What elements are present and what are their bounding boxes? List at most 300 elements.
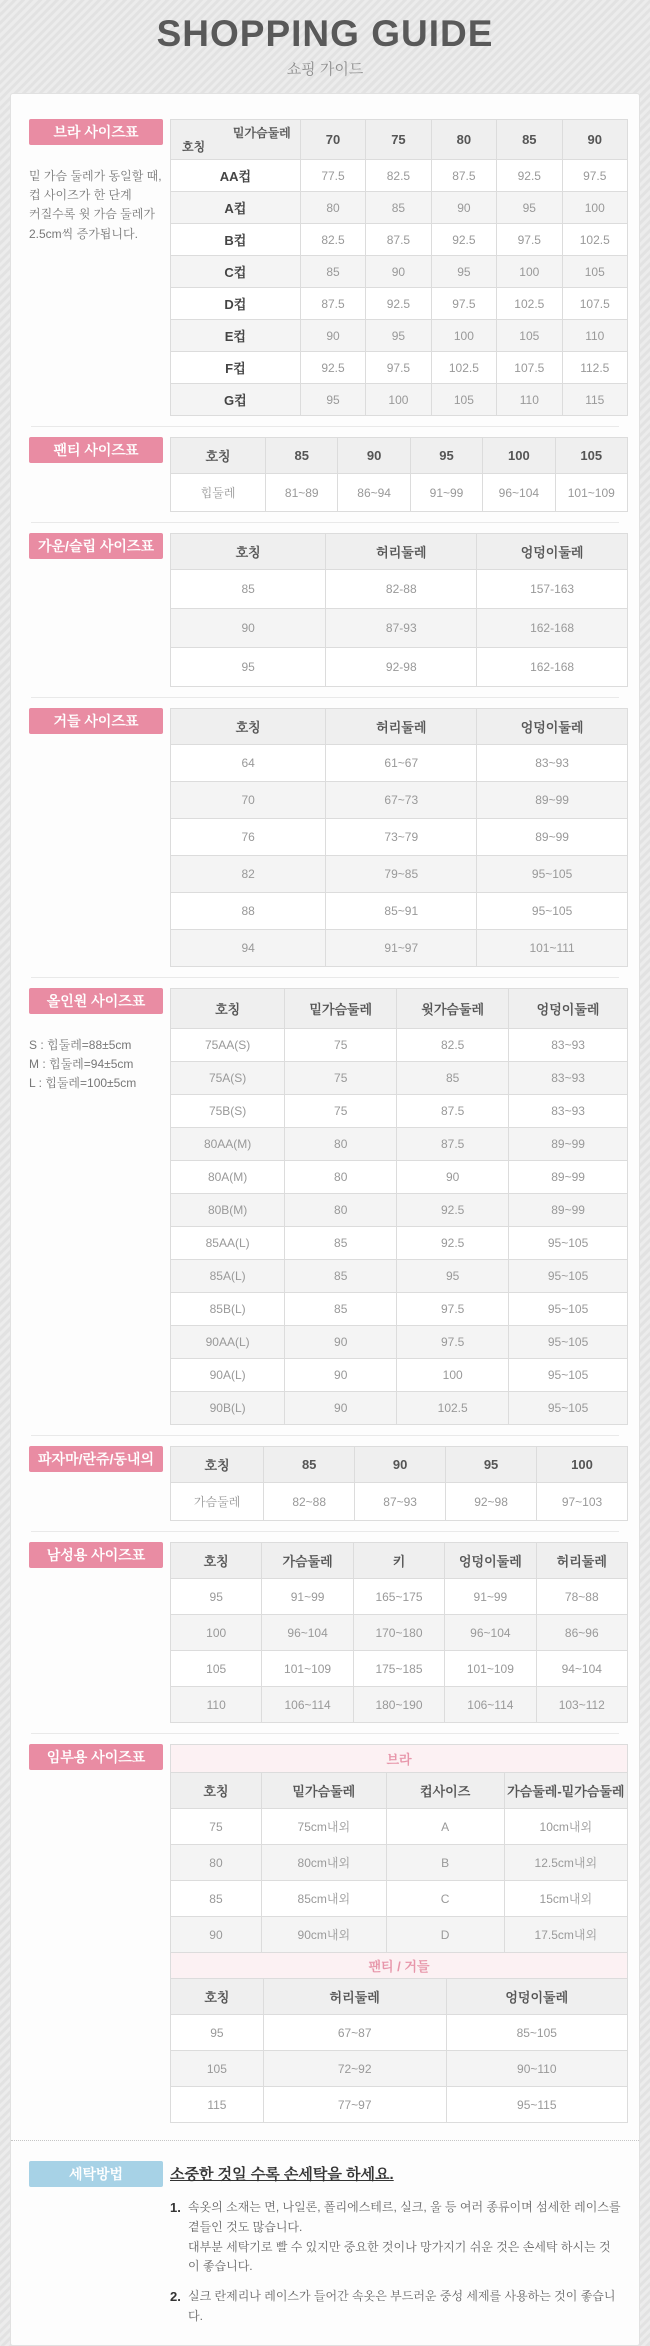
section-gown-left-column: [29, 533, 170, 686]
table-cell: 80: [171, 1845, 262, 1881]
table-cell: 95~105: [509, 1227, 628, 1260]
size-table: [170, 437, 628, 512]
table-cell: 90: [285, 1392, 397, 1425]
table-cell: 77.5: [300, 160, 365, 192]
table-row: [171, 1260, 628, 1293]
section-pajama: [11, 1446, 639, 1520]
table-cell: 91~99: [410, 474, 482, 512]
table-cell: 86~96: [536, 1615, 627, 1651]
table-cell: 64: [171, 745, 326, 782]
table-row: [171, 2015, 628, 2051]
table-cell: 80: [300, 192, 365, 224]
washing-item-1: [170, 2198, 622, 2277]
pajama-size-table-container: [170, 1446, 628, 1520]
table-cell: 107.5: [497, 352, 562, 384]
table-cell: 75cm내외: [261, 1809, 386, 1845]
table-cell: 97.5: [397, 1326, 509, 1359]
table-group-row: [171, 1745, 628, 1773]
table-cell: 87.5: [397, 1128, 509, 1161]
table-cell: 97.5: [431, 288, 496, 320]
table-cell: 92.5: [497, 160, 562, 192]
table-cell: 67~87: [263, 2015, 446, 2051]
table-row: [171, 893, 628, 930]
table-cell: 92~98: [446, 1483, 537, 1521]
table-cell: 75: [285, 1062, 397, 1095]
table-cell: 105: [497, 320, 562, 352]
table-cell: D컵: [171, 288, 301, 320]
washing-item-text: [188, 2287, 622, 2327]
table-cell: 85cm내외: [261, 1881, 386, 1917]
table-header-cell: 밑가슴둘레: [261, 1773, 386, 1809]
table-cell: 61~67: [326, 745, 477, 782]
table-cell: 89~99: [477, 819, 628, 856]
table-row: [171, 856, 628, 893]
table-cell: A컵: [171, 192, 301, 224]
table-cell: 97.5: [562, 160, 627, 192]
table-row: [171, 1062, 628, 1095]
table-cell: 101~109: [555, 474, 627, 512]
table-cell: 110: [171, 1687, 262, 1723]
table-cell: 85: [366, 192, 431, 224]
table-cell: 82.5: [397, 1029, 509, 1062]
table-cell: 80cm내외: [261, 1845, 386, 1881]
table-header-cell: 호칭: [171, 1979, 264, 2015]
table-cell: B: [386, 1845, 504, 1881]
table-cell: 83~93: [509, 1095, 628, 1128]
table-cell: 92.5: [300, 352, 365, 384]
table-cell: 87-93: [326, 609, 477, 648]
section-bra: [11, 119, 639, 415]
table-cell: 112.5: [562, 352, 627, 384]
table-cell: 91~99: [445, 1579, 536, 1615]
table-header-cell: 허리둘레: [536, 1543, 627, 1579]
washing-section-divider: [11, 2140, 639, 2141]
table-cell: 100: [397, 1359, 509, 1392]
section-allinone-left-column: [29, 988, 170, 1424]
washing-item-line: 실크 란제리나 레이스가 들어간 속옷은 부드러운 중성 세제를 사용하는 것이 좋습니다.: [188, 2289, 616, 2323]
table-header-row: [171, 1979, 628, 2015]
table-header-cell: 허리둘레: [326, 534, 477, 570]
section-girdle-left-column: [29, 708, 170, 966]
section-maternity: [11, 1744, 639, 2122]
table-cell: 95~105: [477, 856, 628, 893]
table-cell: 157-163: [477, 570, 628, 609]
table-cell: 97.5: [397, 1293, 509, 1326]
bra-note-line: 컵 사이즈가 한 단계: [29, 188, 132, 203]
table-header-cell: 허리둘레: [263, 1979, 446, 2015]
table-header-cell: 엉덩이둘레: [509, 989, 628, 1029]
section-divider: [31, 426, 619, 427]
table-header-cell: 90: [355, 1447, 446, 1483]
table-row: [171, 1161, 628, 1194]
table-header-cell: 85: [497, 120, 562, 160]
washing-instructions: [170, 2161, 628, 2337]
table-cell: 80: [285, 1161, 397, 1194]
table-row: [171, 1095, 628, 1128]
table-cell: 95: [171, 1579, 262, 1615]
section-men-left-column: [29, 1542, 170, 1722]
table-row: [171, 1845, 628, 1881]
table-row: [171, 1359, 628, 1392]
section-divider: [31, 522, 619, 523]
table-row: [171, 1194, 628, 1227]
maternity-panty-table-container: [170, 1952, 628, 2123]
table-header-cell: 95: [446, 1447, 537, 1483]
table-cell: 82.5: [300, 224, 365, 256]
table-cell: 95: [431, 256, 496, 288]
table-header-cell: 호칭: [171, 534, 326, 570]
table-cell: 95: [497, 192, 562, 224]
table-cell: 95: [171, 2015, 264, 2051]
table-row: [171, 1687, 628, 1723]
table-cell: 90: [431, 192, 496, 224]
table-header-cell: 95: [410, 438, 482, 474]
section-label-allinone: 올인원 사이즈표: [29, 988, 163, 1014]
table-cell: 102.5: [562, 224, 627, 256]
allinone-size-table-container: [170, 988, 628, 1424]
table-header-cell: 컵사이즈: [386, 1773, 504, 1809]
table-row: [171, 384, 628, 416]
table-cell: 90: [397, 1161, 509, 1194]
table-header-row: [171, 1773, 628, 1809]
table-row: [171, 648, 628, 687]
table-row: [171, 1809, 628, 1845]
section-label-washing: 세탁방법: [29, 2161, 163, 2187]
table-cell: 75AA(S): [171, 1029, 285, 1062]
table-cell: 95~105: [509, 1293, 628, 1326]
table-cell: 97~103: [537, 1483, 628, 1521]
table-header-cell: 호칭: [171, 1447, 264, 1483]
section-maternity-left-column: [29, 1744, 170, 2122]
table-cell: B컵: [171, 224, 301, 256]
table-cell: 101~109: [445, 1651, 536, 1687]
table-cell: 91~97: [326, 930, 477, 967]
table-cell: 96~104: [483, 474, 555, 512]
table-cell: 81~89: [266, 474, 338, 512]
table-cell: 85: [285, 1293, 397, 1326]
section-washing-left-column: [29, 2161, 170, 2337]
table-cell: 85: [285, 1227, 397, 1260]
table-header-row: [171, 120, 628, 160]
panty-size-table-container: [170, 437, 628, 511]
table-cell: 75: [171, 1809, 262, 1845]
table-header-cell: 엉덩이둘레: [445, 1543, 536, 1579]
section-divider: [31, 1531, 619, 1532]
table-cell: 95: [171, 648, 326, 687]
table-cell: 100: [562, 192, 627, 224]
table-cell: 92.5: [366, 288, 431, 320]
table-row: [171, 819, 628, 856]
table-cell: 87.5: [431, 160, 496, 192]
table-row: [171, 1881, 628, 1917]
table-cell: 105: [171, 1651, 262, 1687]
table-cell: 76: [171, 819, 326, 856]
table-cell: 85B(L): [171, 1293, 285, 1326]
section-men: [11, 1542, 639, 1722]
table-header-cell: 호칭: [171, 989, 285, 1029]
table-cell: 95: [397, 1260, 509, 1293]
table-header-cell: 호칭: [171, 709, 326, 745]
table-header-cell: 85: [266, 438, 338, 474]
table-cell: 95~105: [509, 1392, 628, 1425]
table-row: [171, 256, 628, 288]
table-header-cell: 85: [264, 1447, 355, 1483]
size-table: [170, 1952, 628, 2123]
content-panel: [10, 93, 640, 2346]
section-label-girdle: 거들 사이즈표: [29, 708, 163, 734]
table-header-cell: 밑가슴둘레: [285, 989, 397, 1029]
table-row: [171, 352, 628, 384]
table-cell: F컵: [171, 352, 301, 384]
table-cell: 92.5: [431, 224, 496, 256]
size-table: [170, 988, 628, 1425]
table-group-title: 브라: [171, 1745, 628, 1773]
table-row: [171, 2087, 628, 2123]
size-table: [170, 533, 628, 687]
table-header-cell: 90: [338, 438, 410, 474]
table-cell: 105: [171, 2051, 264, 2087]
table-cell: 89~99: [509, 1161, 628, 1194]
table-cell: 105: [431, 384, 496, 416]
table-cell: 106~114: [262, 1687, 353, 1723]
table-cell: 12.5cm내외: [504, 1845, 627, 1881]
table-cell: 77~97: [263, 2087, 446, 2123]
size-table: [170, 119, 628, 416]
table-cell: 90~110: [446, 2051, 627, 2087]
section-label-gown-slip: 가운/슬립 사이즈표: [29, 533, 163, 559]
table-cell: 102.5: [397, 1392, 509, 1425]
table-cell: 92.5: [397, 1194, 509, 1227]
table-cell: D: [386, 1917, 504, 1953]
table-cell: 85: [285, 1260, 397, 1293]
table-cell: 95~105: [509, 1359, 628, 1392]
table-cell: 90cm내외: [261, 1917, 386, 1953]
table-cell: 85A(L): [171, 1260, 285, 1293]
table-cell: 17.5cm내외: [504, 1917, 627, 1953]
table-cell: 100: [431, 320, 496, 352]
table-cell: 95~105: [509, 1260, 628, 1293]
table-cell: 110: [562, 320, 627, 352]
table-header-cell: 70: [300, 120, 365, 160]
page-subtitle: 쇼핑 가이드: [286, 61, 364, 78]
bra-note-line: 2.5cm씩 증가됩니다.: [29, 226, 138, 241]
table-row: [171, 1651, 628, 1687]
maternity-tables: [170, 1744, 628, 2122]
table-cell: 80B(M): [171, 1194, 285, 1227]
table-cell: 95: [366, 320, 431, 352]
table-cell: 80: [285, 1194, 397, 1227]
table-cell: 90: [285, 1359, 397, 1392]
table-cell: 95~115: [446, 2087, 627, 2123]
washing-item-text: [188, 2198, 622, 2277]
bra-size-table-container: [170, 119, 628, 415]
section-label-pajama: 파자마/란쥬/동내의: [29, 1446, 163, 1472]
table-cell: 91~99: [262, 1579, 353, 1615]
section-divider: [31, 1733, 619, 1734]
table-cell: 82~88: [264, 1483, 355, 1521]
table-cell: 170~180: [353, 1615, 444, 1651]
table-cell: 87.5: [397, 1095, 509, 1128]
maternity-bra-table-container: [170, 1744, 628, 1953]
table-cell: 85~91: [326, 893, 477, 930]
table-cell: 75: [285, 1095, 397, 1128]
table-cell: 97.5: [497, 224, 562, 256]
table-header-cell: 75: [366, 120, 431, 160]
table-cell: 92.5: [397, 1227, 509, 1260]
table-cell: 100: [171, 1615, 262, 1651]
table-row: [171, 745, 628, 782]
table-row: [171, 1029, 628, 1062]
table-cell: 70: [171, 782, 326, 819]
girdle-size-table-container: [170, 708, 628, 966]
table-header-row: [171, 709, 628, 745]
table-header-cell: 100: [537, 1447, 628, 1483]
table-cell: 115: [562, 384, 627, 416]
table-header-cell: 키: [353, 1543, 444, 1579]
page-title: SHOPPING GUIDE: [156, 13, 494, 54]
table-cell: 180~190: [353, 1687, 444, 1723]
table-cell: 86~94: [338, 474, 410, 512]
table-cell: C: [386, 1881, 504, 1917]
table-cell: 100: [366, 384, 431, 416]
table-cell: 95: [300, 384, 365, 416]
table-cell: 96~104: [262, 1615, 353, 1651]
table-cell: 83~93: [509, 1062, 628, 1095]
table-cell: 82-88: [326, 570, 477, 609]
gown-size-table-container: [170, 533, 628, 686]
section-divider: [31, 977, 619, 978]
table-cell: 165~175: [353, 1579, 444, 1615]
table-cell: 82: [171, 856, 326, 893]
size-table: [170, 1446, 628, 1521]
table-row: [171, 1128, 628, 1161]
table-cell: 94~104: [536, 1651, 627, 1687]
section-girdle: [11, 708, 639, 966]
table-cell: 83~93: [477, 745, 628, 782]
table-cell: 110: [497, 384, 562, 416]
table-cell: 73~79: [326, 819, 477, 856]
section-pajama-left-column: [29, 1446, 170, 1520]
table-cell: 90: [366, 256, 431, 288]
table-cell: 87.5: [366, 224, 431, 256]
washing-item-number: 2.: [170, 2289, 181, 2305]
corner-top-label: 밑가슴둘레: [232, 126, 291, 140]
section-gown-slip: [11, 533, 639, 686]
bra-note: [29, 167, 170, 244]
washing-item-number: 1.: [170, 2200, 181, 2215]
table-row: [171, 930, 628, 967]
table-cell: 102.5: [497, 288, 562, 320]
table-header-cell: 허리둘레: [326, 709, 477, 745]
table-header-row: [171, 534, 628, 570]
table-cell: 85: [171, 570, 326, 609]
table-cell: G컵: [171, 384, 301, 416]
table-cell: 85AA(L): [171, 1227, 285, 1260]
men-size-table-container: [170, 1542, 628, 1722]
table-row: [171, 1227, 628, 1260]
section-washing: [11, 2161, 639, 2337]
table-header-cell: 가슴둘레-밑가슴둘레: [504, 1773, 627, 1809]
table-cell: 88: [171, 893, 326, 930]
table-cell: 85: [397, 1062, 509, 1095]
table-row: [171, 1615, 628, 1651]
table-row: [171, 1293, 628, 1326]
table-cell: 105: [562, 256, 627, 288]
allinone-note: [29, 1036, 170, 1094]
washing-item-line: 속옷의 소재는 면, 나일론, 폴리에스테르, 실크, 울 등 여러 종류이며 섬세한 레이스를 곁들인 것도 많습니다.: [188, 2200, 621, 2234]
table-header-cell: 엉덩이둘레: [446, 1979, 627, 2015]
table-header-cell: 100: [483, 438, 555, 474]
table-row: [171, 224, 628, 256]
table-cell: 106~114: [445, 1687, 536, 1723]
table-cell: AA컵: [171, 160, 301, 192]
table-cell: 97.5: [366, 352, 431, 384]
table-header-cell: 105: [555, 438, 627, 474]
table-cell: 95~105: [509, 1326, 628, 1359]
table-cell: 101~109: [262, 1651, 353, 1687]
page-header: [0, 0, 650, 79]
table-cell: 80: [285, 1128, 397, 1161]
section-bra-left-column: [29, 119, 170, 415]
table-row: [171, 192, 628, 224]
table-cell: 67~73: [326, 782, 477, 819]
allinone-note-line: S : 힙둘레=88±5cm: [29, 1038, 132, 1052]
table-cell: 89~99: [477, 782, 628, 819]
table-cell: 100: [497, 256, 562, 288]
table-header-cell: 호칭: [171, 1773, 262, 1809]
table-cell: 89~99: [509, 1194, 628, 1227]
table-row: [171, 609, 628, 648]
table-header-cell: 엉덩이둘레: [477, 709, 628, 745]
table-cell: 72~92: [263, 2051, 446, 2087]
table-header-cell: 가슴둘레: [262, 1543, 353, 1579]
table-row: [171, 320, 628, 352]
table-cell: 90: [285, 1326, 397, 1359]
table-header-row: [171, 438, 628, 474]
table-cell: 115: [171, 2087, 264, 2123]
table-row: [171, 1917, 628, 1953]
section-panty: [11, 437, 639, 511]
table-cell: 75: [285, 1029, 397, 1062]
table-header-row: [171, 1543, 628, 1579]
washing-title: 소중한 것일 수록 손세탁을 하세요.: [170, 2166, 394, 2183]
table-cell: 83~93: [509, 1029, 628, 1062]
table-row: [171, 1326, 628, 1359]
table-cell: 힙둘레: [171, 474, 266, 512]
table-cell: 75A(S): [171, 1062, 285, 1095]
table-cell: 96~104: [445, 1615, 536, 1651]
table-cell: A: [386, 1809, 504, 1845]
washing-item-line: 대부분 세탁기로 빨 수 있지만 중요한 것이나 망가지기 쉬운 것은 손세탁 하시는 것이 좋습니다.: [188, 2239, 611, 2274]
size-table: [170, 1744, 628, 1953]
section-panty-left-column: [29, 437, 170, 511]
table-cell: 90: [171, 1917, 262, 1953]
table-row: [171, 570, 628, 609]
section-label-panty: 팬티 사이즈표: [29, 437, 163, 463]
washing-item-2: [170, 2287, 622, 2327]
table-cell: 101~111: [477, 930, 628, 967]
table-row: [171, 474, 628, 512]
allinone-note-line: M : 힙둘레=94±5cm: [29, 1057, 134, 1072]
section-divider: [31, 1435, 619, 1436]
table-cell: 82.5: [366, 160, 431, 192]
table-row: [171, 1483, 628, 1521]
section-label-maternity: 임부용 사이즈표: [29, 1744, 163, 1770]
table-cell: 90AA(L): [171, 1326, 285, 1359]
table-cell: 79~85: [326, 856, 477, 893]
table-cell: 102.5: [431, 352, 496, 384]
allinone-note-line: L : 힙둘레=100±5cm: [29, 1076, 137, 1091]
